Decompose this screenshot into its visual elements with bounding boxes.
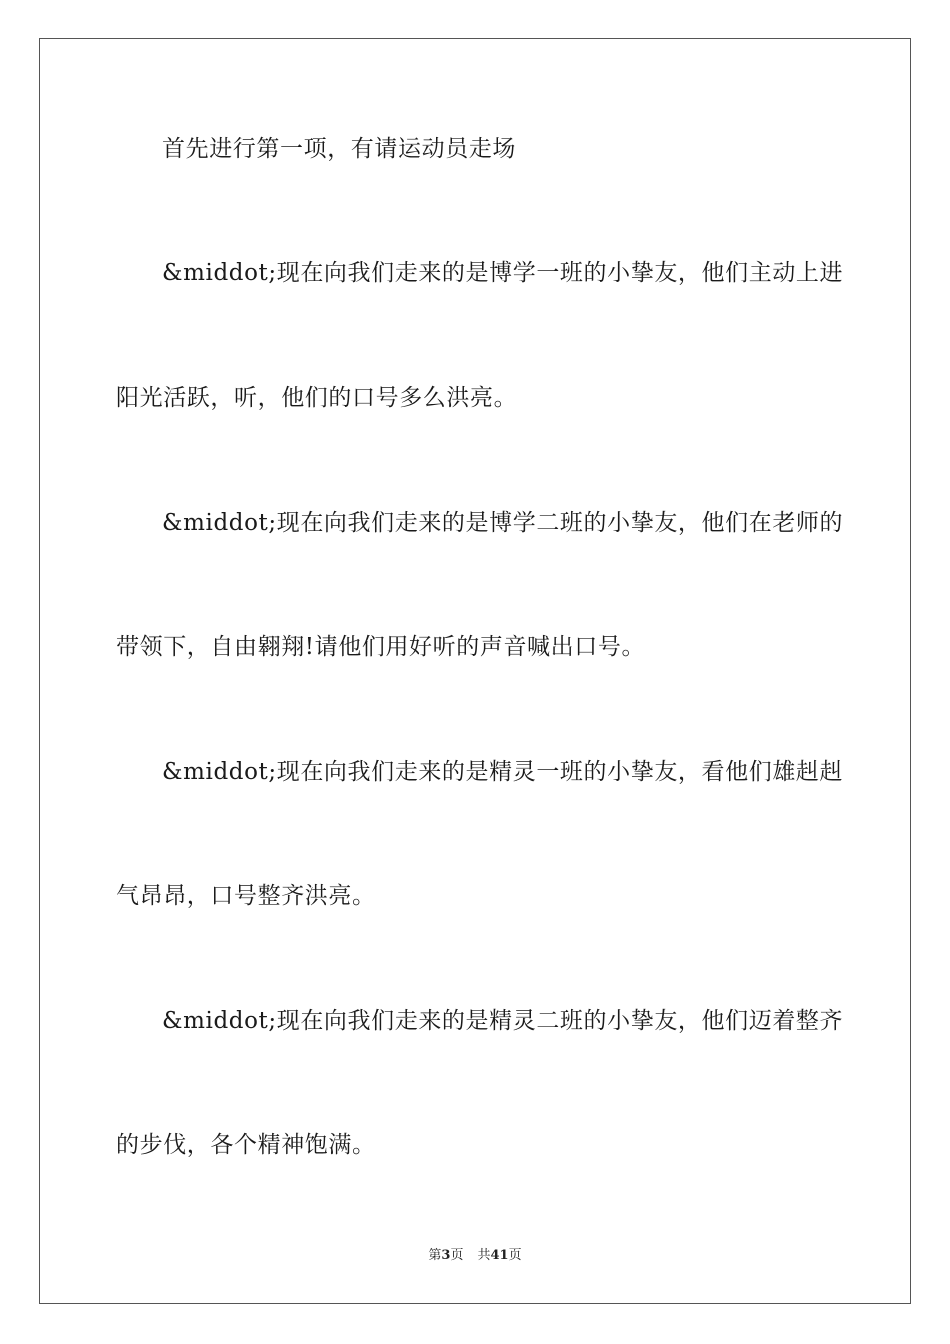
footer-total-prefix: 共 bbox=[477, 1248, 491, 1263]
paragraph-line-8: &middot;现在向我们走来的是精灵二班的小挚友，他们迈着整齐 bbox=[162, 1008, 844, 1034]
footer-total-suffix: 页 bbox=[508, 1248, 522, 1263]
paragraph-line-3: 阳光活跃，听，他们的口号多么洪亮。 bbox=[116, 385, 518, 411]
paragraph-line-1: 首先进行第一项，有请运动员走场 bbox=[162, 136, 516, 162]
paragraph-line-5: 带领下，自由翱翔!请他们用好听的声音喊出口号。 bbox=[116, 634, 646, 660]
paragraph-line-4: &middot;现在向我们走来的是博学二班的小挚友，他们在老师的 bbox=[162, 510, 844, 536]
total-pages-number: 41 bbox=[490, 1248, 509, 1263]
current-page-number: 3 bbox=[441, 1248, 451, 1263]
page-frame bbox=[39, 38, 911, 1304]
paragraph-line-2: &middot;现在向我们走来的是博学一班的小挚友，他们主动上进 bbox=[162, 260, 844, 286]
page-footer bbox=[0, 1247, 950, 1265]
footer-prefix: 第 bbox=[428, 1248, 442, 1263]
paragraph-line-6: &middot;现在向我们走来的是精灵一班的小挚友，看他们雄赳赳 bbox=[162, 759, 844, 785]
paragraph-line-7: 气昂昂，口号整齐洪亮。 bbox=[116, 883, 376, 909]
footer-page-word: 页 bbox=[450, 1248, 464, 1263]
paragraph-line-9: 的步伐，各个精神饱满。 bbox=[116, 1132, 376, 1158]
